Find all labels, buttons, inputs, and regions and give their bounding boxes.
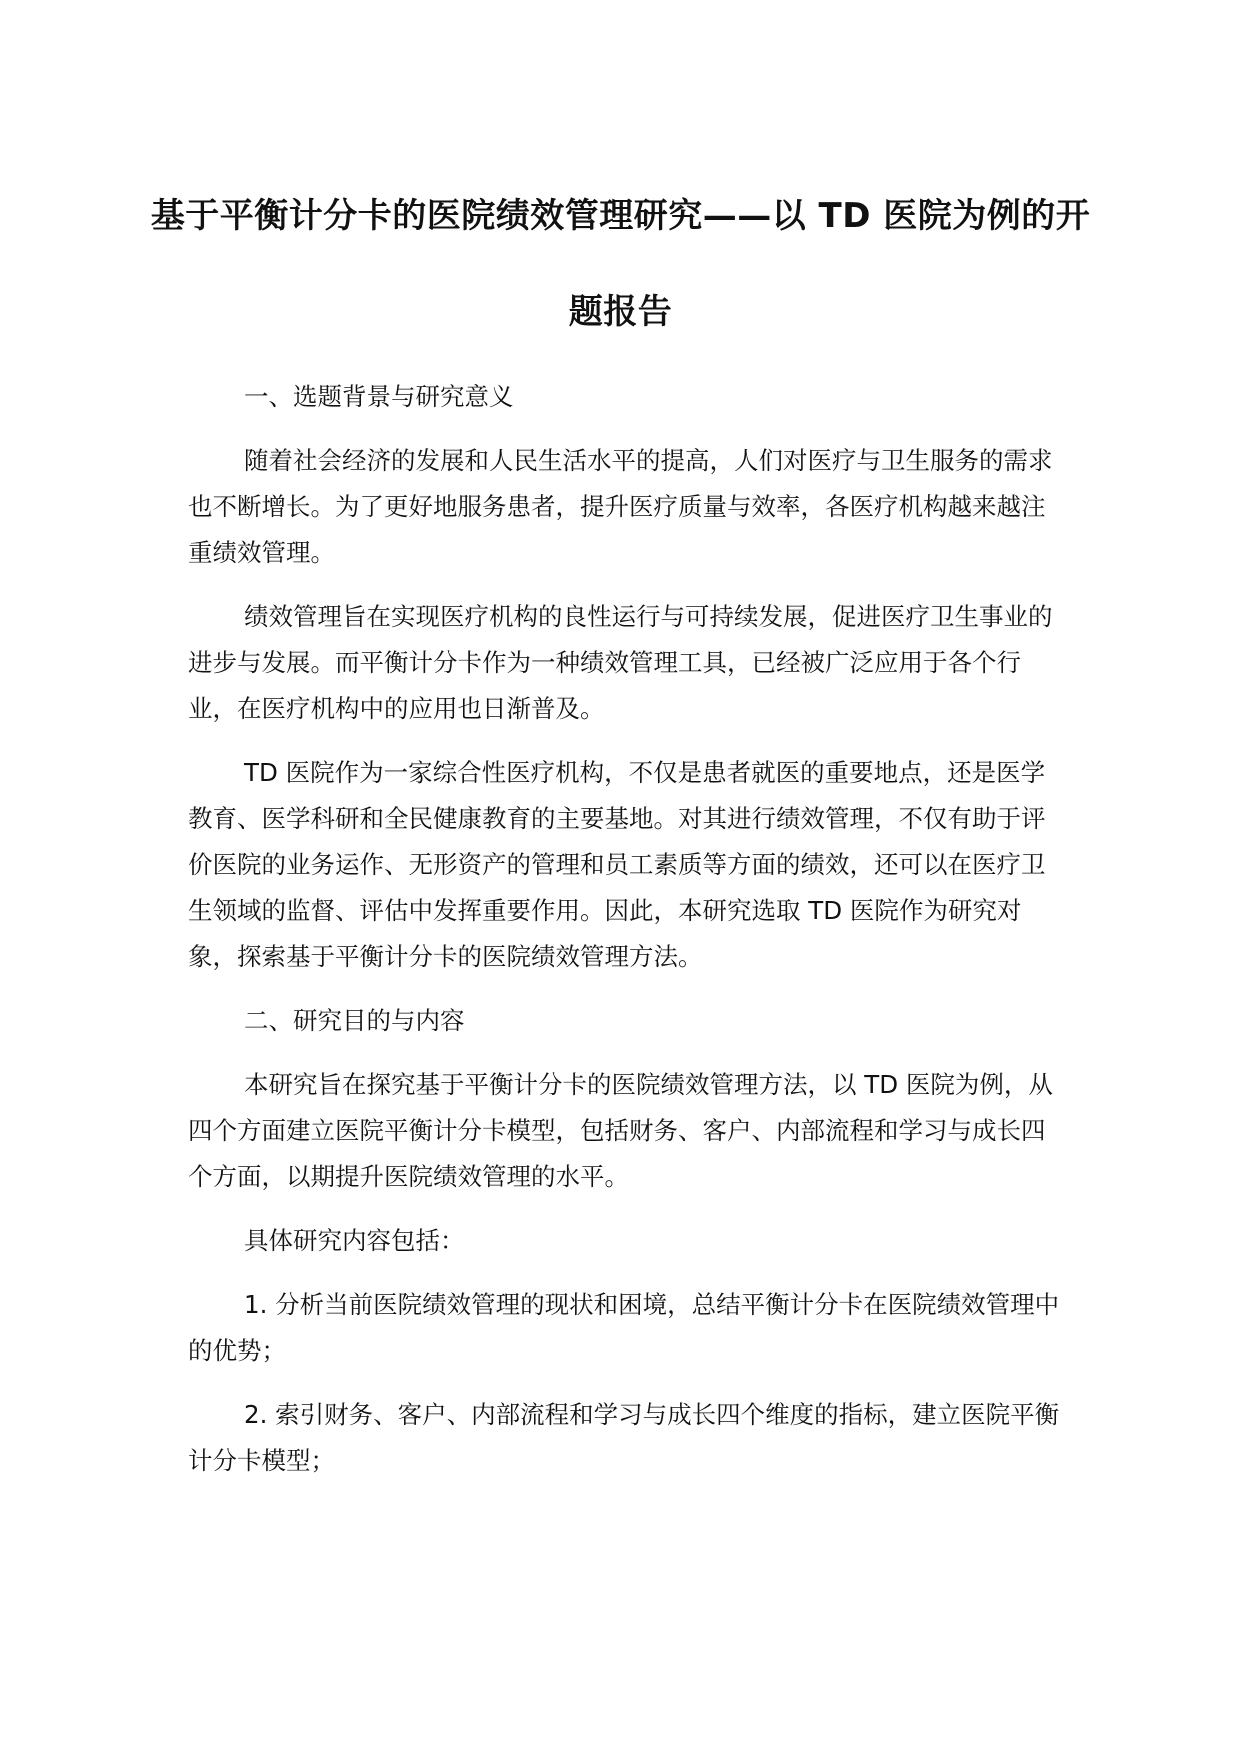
section-heading-background: 一、选题背景与研究意义 <box>244 382 514 411</box>
paragraph-background-1: 随着社会经济的发展和人民生活水平的提高，人们对医疗与卫生服务的需求也不断增长。为了更好地服务患者，提升医疗质量与效率，各医疗机构越来越注重绩效管理。 <box>188 446 1053 567</box>
paragraph-background-3: TD 医院作为一家综合性医疗机构，不仅是患者就医的重要地点，还是医学教育、医学科研和全民健康教育的主要基地。对其进行绩效管理，不仅有助于评价医院的业务运作、无形资产的管理和员工素质等方面的绩效，还可以在医疗卫生领域的监督、评估中发挥重要作用。因此，本研究选取 TD 医院作为研究对象，探索基于平衡计分卡的医院绩效管理方法。 <box>188 758 1046 971</box>
list-item-1: 1. 分析当前医院绩效管理的现状和困境，总结平衡计分卡在医院绩效管理中的优势； <box>188 1290 1060 1365</box>
paragraph-contents-intro: 具体研究内容包括： <box>244 1226 465 1255</box>
document-body <box>188 374 1068 1502</box>
paragraph-background-2: 绩效管理旨在实现医疗机构的良性运行与可持续发展，促进医疗卫生事业的进步与发展。而平衡计分卡作为一种绩效管理工具，已经被广泛应用于各个行业，在医疗机构中的应用也日渐普及。 <box>188 602 1053 723</box>
paragraph-objectives-1: 本研究旨在探究基于平衡计分卡的医院绩效管理方法，以 TD 医院为例，从四个方面建立医院平衡计分卡模型，包括财务、客户、内部流程和学习与成长四个方面，以期提升医院绩效管理的水平。 <box>188 1070 1053 1191</box>
list-item-2: 2. 索引财务、客户、内部流程和学习与成长四个维度的指标，建立医院平衡计分卡模型； <box>188 1400 1060 1475</box>
section-heading-objectives: 二、研究目的与内容 <box>244 1006 465 1035</box>
document-title: 基于平衡计分卡的医院绩效管理研究——以 TD 医院为例的开题报告 <box>150 196 1091 332</box>
